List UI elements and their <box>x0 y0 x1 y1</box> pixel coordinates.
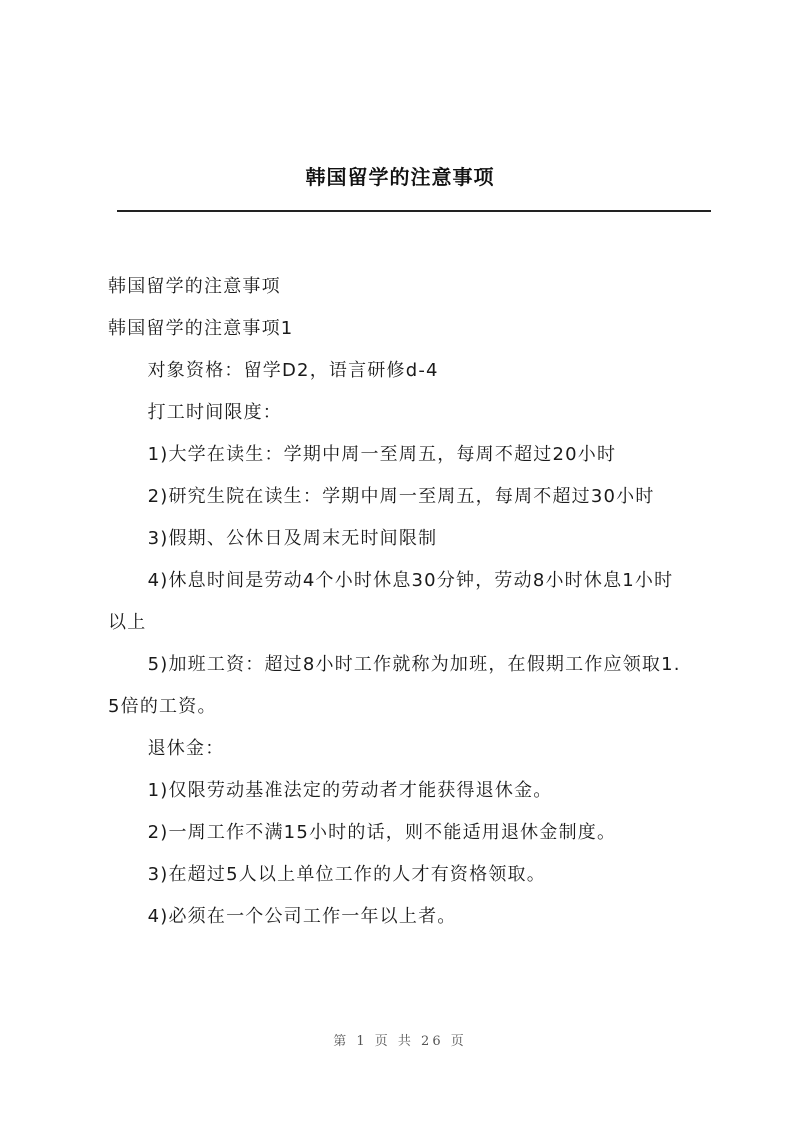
paragraph: 2)研究生院在读生：学期中周一至周五，每周不超过30小时 <box>147 486 655 507</box>
paragraph: 2)一周工作不满15小时的话，则不能适用退休金制度。 <box>147 822 617 843</box>
paragraph: 3)在超过5人以上单位工作的人才有资格领取。 <box>147 864 546 885</box>
paragraph: 1)仅限劳动基准法定的劳动者才能获得退休金。 <box>147 780 553 801</box>
title-divider <box>117 210 711 212</box>
paragraph: 韩国留学的注意事项 <box>108 276 281 297</box>
document-title: 韩国留学的注意事项 <box>305 165 495 189</box>
document-body <box>108 266 692 938</box>
paragraph: 对象资格：留学D2，语言研修d-4 <box>147 360 439 381</box>
paragraph: 3)假期、公休日及周末无时间限制 <box>147 528 438 549</box>
page-number-footer: 第 1 页 共 26 页 <box>333 1034 467 1049</box>
paragraph: 退休金： <box>147 738 225 759</box>
paragraph: 5)加班工资：超过8小时工作就称为加班，在假期工作应领取1.5倍的工资。 <box>108 654 681 717</box>
paragraph: 4)休息时间是劳动4个小时休息30分钟，劳动8小时休息1小时以上 <box>108 570 674 633</box>
paragraph: 打工时间限度： <box>147 402 282 423</box>
paragraph: 韩国留学的注意事项1 <box>108 318 294 339</box>
paragraph: 4)必须在一个公司工作一年以上者。 <box>147 906 457 927</box>
paragraph: 1)大学在读生：学期中周一至周五，每周不超过20小时 <box>147 444 617 465</box>
